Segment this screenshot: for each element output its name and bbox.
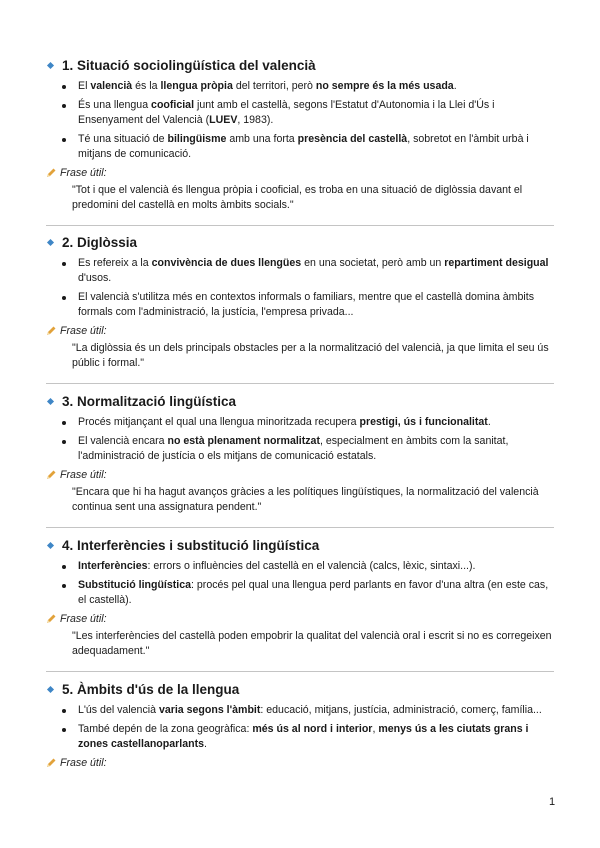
- section-normalitzacio: [46, 393, 554, 515]
- section-title: [46, 57, 554, 75]
- bullet-list: [46, 559, 554, 608]
- bullet-dot-icon: [62, 565, 66, 569]
- section-title: [46, 234, 554, 252]
- bullet-item: Interferències: errors o influències del castellà en el valencià (calcs, lèxic, sintaxi...).: [46, 559, 554, 574]
- useful-quote: "Les interferències del castellà poden empobrir la qualitat del valencià oral i escrit si no es corregeixen adequadament.": [72, 630, 552, 657]
- bullet-item: El valencià encara no està plenament normalitzat, especialment en àmbits com la sanitat, l'administració de justícia o els mitjans de comunicació estatals.: [46, 434, 554, 464]
- section-title-text: 4. Interferències i substitució lingüística: [62, 538, 320, 553]
- bullet-dot-icon: [62, 104, 66, 108]
- diamond-bullet-icon: [47, 239, 54, 246]
- bullet-item: El valencià s'utilitza més en contextos informals o familiars, mentre que el castellà domina àmbits formals com l'administració, la justícia, l'empresa privada...: [46, 290, 554, 320]
- bullet-dot-icon: [62, 138, 66, 142]
- section-title-text: 3. Normalització lingüística: [62, 394, 237, 409]
- bullet-list: [46, 703, 554, 752]
- pencil-icon: [46, 614, 56, 624]
- section-divider: [46, 527, 554, 528]
- bullet-item: El valencià és la llengua pròpia del territori, però no sempre és la més usada.: [46, 79, 554, 94]
- frase-util-label: [46, 166, 554, 180]
- bullet-item: Es refereix a la convivència de dues llengües en una societat, però amb un repartiment desigual d'usos.: [46, 256, 554, 286]
- pencil-icon: [46, 168, 56, 178]
- section-title: [46, 537, 554, 555]
- frase-util-text: Frase útil:: [60, 469, 107, 481]
- bullet-dot-icon: [62, 421, 66, 425]
- bullet-dot-icon: [62, 709, 66, 713]
- frase-util-text: Frase útil:: [60, 325, 107, 337]
- bullet-item: És una llengua cooficial junt amb el castellà, segons l'Estatut d'Autonomia i la Llei d'Ús i Ensenyament del Valencià (LUEV, 1983).: [46, 98, 554, 128]
- section-ambits: [46, 681, 554, 770]
- section-situacio: [46, 57, 554, 213]
- bullet-dot-icon: [62, 440, 66, 444]
- useful-quote: "La diglòssia és un dels principals obstacles per a la normalització del valencià, ja que limita el seu ús públic i formal.": [72, 342, 549, 369]
- section-divider: [46, 383, 554, 384]
- bullet-list: [46, 415, 554, 464]
- diamond-bullet-icon: [47, 686, 54, 693]
- section-divider: [46, 225, 554, 226]
- bullet-list: [46, 256, 554, 320]
- bullet-list: [46, 79, 554, 162]
- bullet-item: L'ús del valencià varia segons l'àmbit: educació, mitjans, justícia, administració, comerç, família...: [46, 703, 554, 718]
- diamond-bullet-icon: [47, 62, 54, 69]
- frase-util-label: [46, 756, 554, 770]
- useful-quote: "Encara que hi ha hagut avanços gràcies a les polítiques lingüístiques, la normalització del valencià continua sent una assignatura pendent.": [72, 486, 539, 513]
- frase-util-text: Frase útil:: [60, 757, 107, 769]
- diamond-bullet-icon: [47, 398, 54, 405]
- bullet-item: També depén de la zona geogràfica: més ús al nord i interior, menys ús a les ciutats grans i zones castellanoparlants.: [46, 722, 554, 752]
- section-diglossia: [46, 234, 554, 371]
- bullet-item: Procés mitjançant el qual una llengua minoritzada recupera prestigi, ús i funcionalitat.: [46, 415, 554, 430]
- bullet-dot-icon: [62, 262, 66, 266]
- section-title-text: 1. Situació sociolingüística del valencià: [62, 58, 316, 73]
- pencil-icon: [46, 326, 56, 336]
- page-number: 1: [549, 796, 556, 808]
- section-title-text: 5. Àmbits d'ús de la llengua: [62, 682, 240, 697]
- bullet-item: Té una situació de bilingüisme amb una forta presència del castellà, sobretot en l'àmbit urbà i mitjans de comunicació.: [46, 132, 554, 162]
- section-title-text: 2. Diglòssia: [62, 235, 138, 250]
- pencil-icon: [46, 470, 56, 480]
- useful-quote: "Tot i que el valencià és llengua pròpia i cooficial, es troba en una situació de diglòssia davant el predomini del castellà en molts àmbits socials.": [72, 184, 523, 211]
- frase-util-text: Frase útil:: [60, 167, 107, 179]
- bullet-dot-icon: [62, 584, 66, 588]
- section-interferencies: [46, 537, 554, 659]
- bullet-dot-icon: [62, 296, 66, 300]
- section-divider: [46, 671, 554, 672]
- frase-util-label: [46, 324, 554, 338]
- section-title: [46, 681, 554, 699]
- frase-util-label: [46, 612, 554, 626]
- frase-util-text: Frase útil:: [60, 613, 107, 625]
- bullet-dot-icon: [62, 728, 66, 732]
- bullet-dot-icon: [62, 85, 66, 89]
- pencil-icon: [46, 758, 56, 768]
- bullet-item: Substitució lingüística: procés pel qual una llengua perd parlants en favor d'una altra (en este cas, el castellà).: [46, 578, 554, 608]
- frase-util-label: [46, 468, 554, 482]
- diamond-bullet-icon: [47, 542, 54, 549]
- section-title: [46, 393, 554, 411]
